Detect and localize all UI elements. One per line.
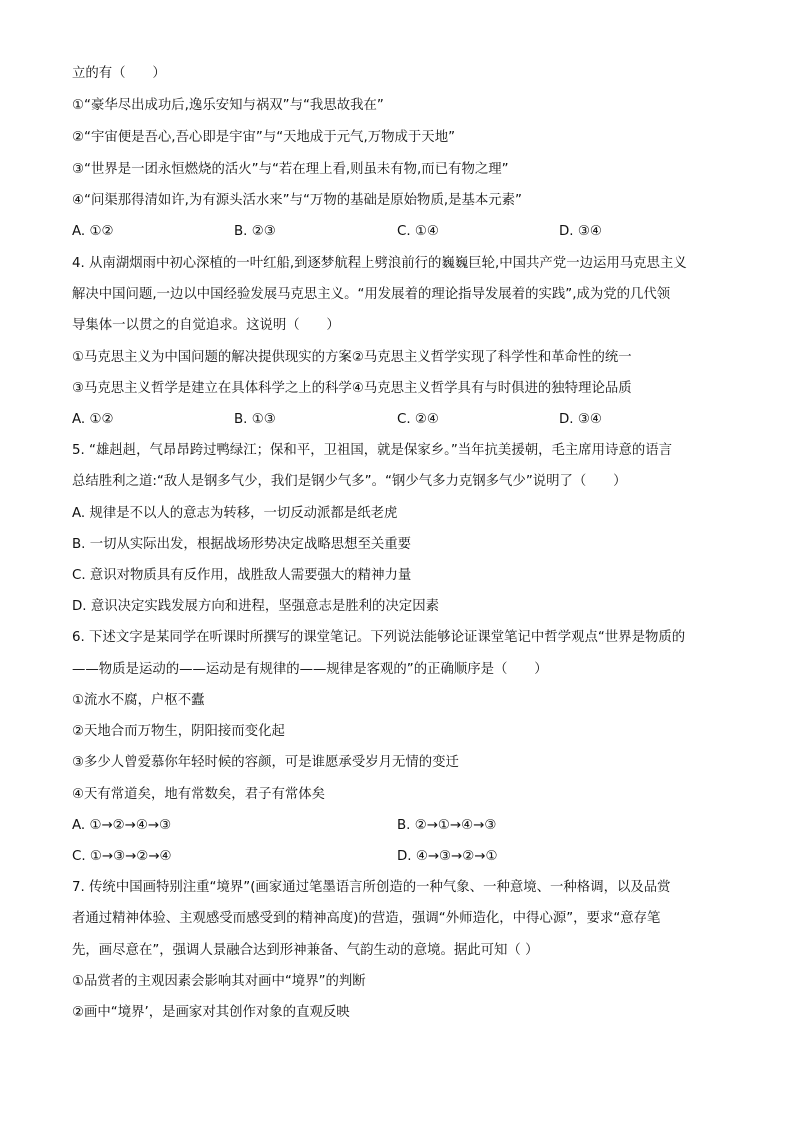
q4-item-1: ①马克思主义为中国问题的解决提供现实的方案②马克思主义哲学实现了科学性和革命性的统一 — [72, 350, 632, 365]
q6-stem-line-1: 6. 下述文字是某同学在听课时所撰写的课堂笔记。下列说法能够论证课堂笔记中哲学观点“世界是物质的 — [72, 630, 686, 645]
q5-choice-b: B. 一切从实际出发，根据战场形势决定战略思想至关重要 — [72, 537, 412, 552]
q7-item-1: ①品赏者的主观因素会影响其对画中“境界”的判断 — [72, 974, 366, 989]
q3-stem-tail: 立的有（ ） — [72, 66, 166, 81]
q5-choice-d: D. 意识决定实践发展方向和进程，坚强意志是胜利的决定因素 — [72, 599, 439, 614]
q4-stem-line-1: 4. 从南湖烟雨中初心深植的一叶红船,到逐梦航程上劈浪前行的巍巍巨轮,中国共产党一边运用马克思主义 — [72, 256, 687, 271]
q4-option-b: B. ①③ — [234, 412, 276, 427]
q3-option-a: A. ①② — [72, 224, 114, 239]
q4-option-d: D. ③④ — [559, 412, 602, 427]
q5-choice-c: C. 意识对物质具有反作用，战胜敌人需要强大的精神力量 — [72, 568, 412, 583]
q7-stem-line-1: 7. 传统中国画特别注重“境界”(画家通过笔墨语言所创造的一种气象、一种意境、一种格调，以及品赏 — [72, 880, 671, 895]
q3-option-b: B. ②③ — [234, 224, 276, 239]
q5-choice-a: A. 规律是不以人的意志为转移，一切反动派都是纸老虎 — [72, 506, 398, 521]
q4-option-c: C. ②④ — [397, 412, 439, 427]
q4-item-2: ③马克思主义哲学是建立在具体科学之上的科学④马克思主义哲学具有与时俱进的独特理论品质 — [72, 381, 632, 396]
q3-item-4: ④“问渠那得清如许,为有源头活水来”与“万物的基础是原始物质,是基本元素” — [72, 193, 522, 208]
q3-item-1: ①“豪华尽出成功后,逸乐安知与祸双”与“我思故我在” — [72, 98, 384, 113]
q3-option-d: D. ③④ — [559, 224, 602, 239]
q7-item-2: ②画中“境界’，是画家对其创作对象的直观反映 — [72, 1005, 350, 1020]
q6-option-a: A. ①→②→④→③ — [72, 818, 172, 833]
q6-option-b: B. ②→①→④→③ — [397, 818, 497, 833]
q6-stem-line-2: ——物质是运动的——运动是有规律的——规律是客观的”的正确顺序是（ ） — [72, 662, 548, 677]
q3-option-c: C. ①④ — [397, 224, 439, 239]
q6-option-d: D. ④→③→②→① — [397, 849, 498, 864]
q4-stem-line-2: 解决中国问题,一边以中国经验发展马克思主义。“用发展着的理论指导发展着的实践”,成为党的几代领 — [72, 287, 671, 302]
q4-option-a: A. ①② — [72, 412, 114, 427]
q6-option-c: C. ①→③→②→④ — [72, 849, 172, 864]
q6-item-4: ④天有常道矣，地有常数矣，君子有常体矣 — [72, 787, 326, 802]
q3-item-3: ③“世界是一团永恒燃烧的活火”与“若在理上看,则虽未有物,而已有物之理” — [72, 162, 509, 177]
q7-stem-line-2: 者通过精神体验、主观感受而感受到的精神高度)的营造，强调“外师造化，中得心源”，要求“意存笔 — [72, 911, 661, 926]
q6-item-1: ①流水不腐，户枢不蠹 — [72, 693, 205, 708]
q4-stem-line-3: 导集体一以贯之的自觉追求。这说明（ ） — [72, 318, 340, 333]
q5-stem-line-1: 5. “雄赳赳，气昂昂跨过鸭绿江；保和平，卫祖国，就是保家乡。”当年抗美援朝，毛主席用诗意的语言 — [72, 443, 673, 458]
q6-item-3: ③多少人曾爱慕你年轻时候的容颜，可是谁愿承受岁月无情的变迁 — [72, 755, 459, 770]
q3-item-2: ②“宇宙便是吾心,吾心即是宇宙”与“天地成于元气,万物成于天地” — [72, 130, 456, 145]
q6-item-2: ②天地合而万物生，阴阳接而变化起 — [72, 724, 285, 739]
q5-stem-line-2: 总结胜利之道:“敌人是钢多气少，我们是钢少气多”。“钢少气多力克钢多气少”说明了（ ） — [72, 474, 627, 489]
q7-stem-line-3: 先，画尽意在”，强调人景融合达到形神兼备、气韵生动的意境。据此可知（ ） — [72, 943, 539, 958]
